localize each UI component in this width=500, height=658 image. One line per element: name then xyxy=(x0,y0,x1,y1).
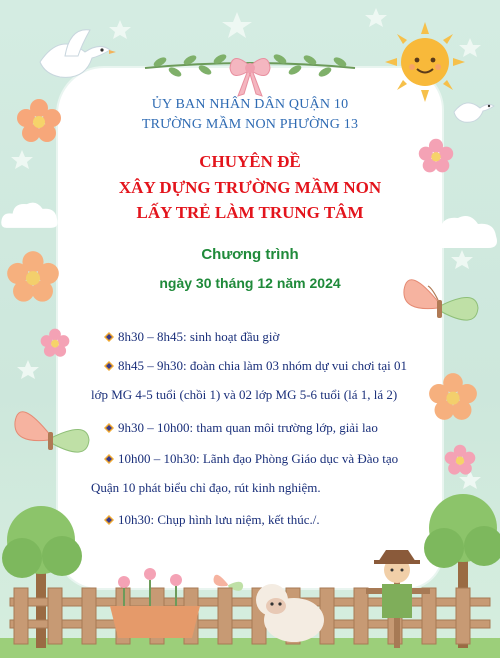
schedule-item-3-text: 9h30 – 10h00: tham quan môi trường lớp, giải lao xyxy=(118,420,378,435)
bullet-icon xyxy=(104,454,114,464)
schedule-item-2-text: 8h45 – 9h30: đoàn chia làm 03 nhóm dự vui chơi tại 01 xyxy=(118,358,408,373)
title-main: XÂY DỰNG TRƯỜNG MẦM NON xyxy=(118,178,382,197)
program-label: Chương trình xyxy=(201,246,299,263)
pink-flower-icon-right xyxy=(444,444,476,476)
schedule-item-5-text: 10h30: Chụp hình lưu niệm, kết thúc./. xyxy=(118,512,320,527)
title-sub: LẤY TRẺ LÀM TRUNG TÂM xyxy=(136,203,364,222)
schedule-item-1 xyxy=(104,326,279,348)
schedule-item-2-continued: lớp MG 4-5 tuổi (chồi 1) và 02 lớp MG 5-6 tuổi (lá 1, lá 2) xyxy=(91,387,398,402)
leaf-garland-bow xyxy=(140,44,360,104)
schedule-item-4 xyxy=(104,448,398,470)
dove-icon xyxy=(30,22,120,92)
schedule-item-5 xyxy=(104,509,320,531)
orange-flower-icon xyxy=(428,372,478,422)
schedule-item-1-text: 8h30 – 8h45: sinh hoạt đầu giờ xyxy=(118,329,280,344)
program-date: ngày 30 tháng 12 năm 2024 xyxy=(159,275,341,291)
organization-name: ỦY BAN NHÂN DÂN QUẬN 10 xyxy=(151,97,349,112)
sun-icon xyxy=(385,22,465,102)
bullet-icon xyxy=(104,332,114,342)
bullet-icon xyxy=(104,423,114,433)
title-topic: CHUYÊN ĐỀ xyxy=(199,152,301,171)
pink-flower-icon-small xyxy=(40,328,70,358)
schedule-item-4-text: 10h00 – 10h30: Lãnh đạo Phòng Giáo dục và Đào tạo xyxy=(118,451,399,466)
bullet-icon xyxy=(104,515,114,525)
bullet-icon xyxy=(104,361,114,371)
school-name: TRƯỜNG MẦM NON PHƯỜNG 13 xyxy=(141,117,359,132)
butterfly-icon-left xyxy=(8,400,94,470)
schedule-item-4-continued: Quận 10 phát biểu chỉ đạo, rút kinh nghiệm. xyxy=(91,480,321,495)
schedule-item-3 xyxy=(104,417,378,439)
schedule-item-2 xyxy=(104,355,407,377)
